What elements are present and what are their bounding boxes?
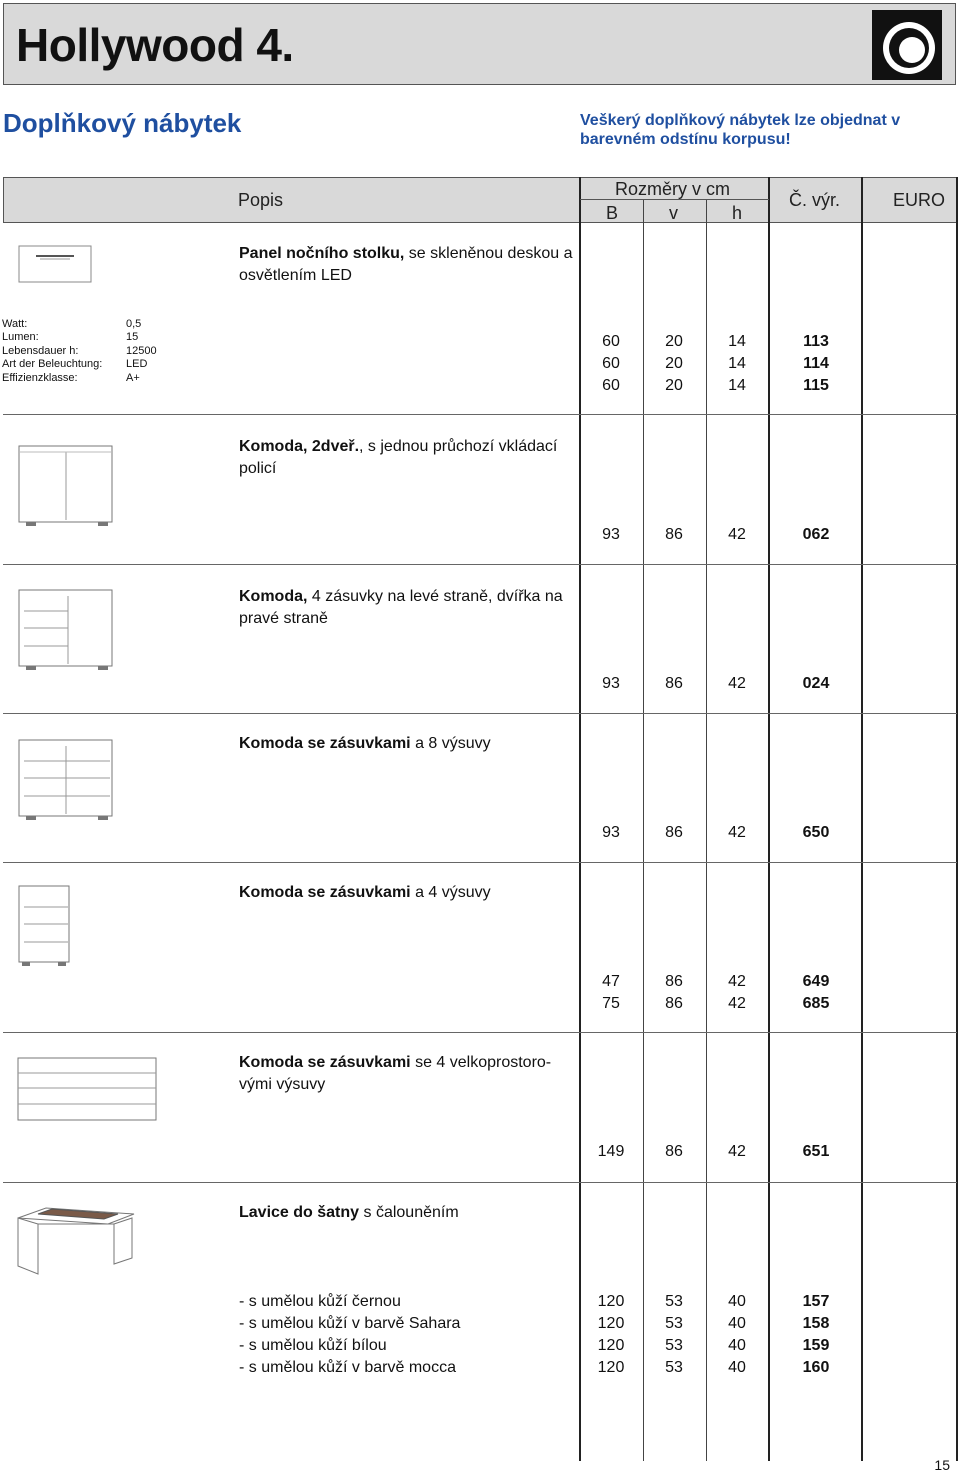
- item-description: Komoda, 4 zásuvky na levé straně, dvířka na pravé straně: [239, 588, 563, 627]
- variant-item: - s umělou kůží v barvě mocca: [239, 1359, 456, 1376]
- dim-h: 40: [728, 1359, 746, 1376]
- dim-v: 86: [665, 995, 683, 1012]
- row-divider: [3, 862, 957, 863]
- dim-v: 86: [665, 1143, 683, 1160]
- dim-v: 53: [665, 1293, 683, 1310]
- dim-b: 60: [602, 377, 620, 394]
- dim-v: 86: [665, 526, 683, 543]
- dim-b: 120: [597, 1337, 625, 1354]
- col-header-cislo: Č. výr.: [789, 190, 841, 210]
- col-divider: [956, 177, 958, 1461]
- dim-b: 60: [602, 355, 620, 372]
- dim-v: 53: [665, 1315, 683, 1332]
- article-number: 113: [803, 333, 829, 350]
- dim-b: 120: [597, 1315, 625, 1332]
- dim-v: 86: [665, 675, 683, 692]
- row-divider: [3, 564, 957, 565]
- item-description: Komoda se zásuvkami se 4 velkoprostoro-vými výsuvy: [239, 1054, 552, 1093]
- lowboard-4-drawers-thumbnail-icon: [16, 1054, 160, 1124]
- article-number: 649: [802, 973, 830, 990]
- article-number: 650: [802, 824, 830, 841]
- article-number: 685: [802, 995, 830, 1012]
- col-header-euro: EURO: [893, 190, 946, 210]
- dim-h: 42: [728, 526, 746, 543]
- header-divider: [580, 199, 769, 200]
- article-number: 024: [802, 675, 830, 692]
- panel-thumbnail-icon: [18, 244, 94, 284]
- dim-b: 75: [602, 995, 620, 1012]
- dim-b: 93: [602, 526, 620, 543]
- variant-item: - s umělou kůží v barvě Sahara: [239, 1315, 461, 1332]
- item-description: Panel nočního stolku, se skleněnou deskou a osvětlením LED: [239, 245, 573, 284]
- col-divider: [579, 177, 581, 1461]
- dim-v: 20: [665, 333, 683, 350]
- dim-v: 53: [665, 1337, 683, 1354]
- dim-b: 149: [597, 1143, 625, 1160]
- article-number: 115: [803, 377, 829, 394]
- section-title: Doplňkový nábytek: [3, 108, 242, 138]
- article-number: 158: [802, 1315, 830, 1332]
- page-title: Hollywood 4.: [16, 19, 294, 71]
- dim-h: 14: [728, 333, 746, 350]
- dim-v: 20: [665, 377, 683, 394]
- dim-h: 14: [728, 377, 746, 394]
- dim-h: 42: [728, 995, 746, 1012]
- col-divider: [768, 177, 770, 1461]
- item-description: Komoda se zásuvkami a 8 výsuvy: [239, 735, 491, 752]
- dim-h: 42: [728, 1143, 746, 1160]
- article-number: 062: [802, 526, 830, 543]
- dim-b: 93: [602, 675, 620, 692]
- article-number: 651: [802, 1143, 830, 1160]
- col-header-popis: Popis: [238, 190, 284, 210]
- variant-item: - s umělou kůží bílou: [239, 1337, 387, 1354]
- col-header-dims: Rozměry v cm: [615, 179, 731, 199]
- dim-b: 120: [597, 1359, 625, 1376]
- led-specs: Watt: 0,5 Lumen: 15 Lebensdauer h: 12500 Art der Beleuchtung: LED Effizienzklasse: A+: [2, 318, 157, 384]
- dim-b: 47: [602, 973, 620, 990]
- article-number: 159: [802, 1337, 830, 1354]
- col-divider: [861, 177, 863, 1461]
- dim-v: 53: [665, 1359, 683, 1376]
- row-divider: [3, 713, 957, 714]
- variant-item: - s umělou kůží černou: [239, 1293, 401, 1310]
- sideboard-8-drawers-thumbnail-icon: [16, 736, 116, 822]
- dim-v: 20: [665, 355, 683, 372]
- sideboard-2door-thumbnail-icon: [16, 442, 116, 528]
- dim-b: 120: [597, 1293, 625, 1310]
- chest-4-drawers-thumbnail-icon: [16, 882, 72, 968]
- dim-b: 60: [602, 333, 620, 350]
- bench-thumbnail-icon: [14, 1200, 138, 1280]
- dim-h: 42: [728, 824, 746, 841]
- page-number: 15: [934, 1457, 950, 1473]
- article-number: 160: [802, 1359, 830, 1376]
- row-divider: [3, 1032, 957, 1033]
- dim-v: 86: [665, 824, 683, 841]
- col-header-h: h: [732, 203, 743, 223]
- dim-h: 14: [728, 355, 746, 372]
- dim-v: 86: [665, 973, 683, 990]
- item-description: Komoda, 2dveř., s jednou průchozí vkládací policí: [239, 438, 558, 477]
- dim-h: 40: [728, 1315, 746, 1332]
- row-divider: [3, 414, 957, 415]
- col-header-b: B: [606, 203, 619, 223]
- dim-h: 42: [728, 973, 746, 990]
- dim-h: 42: [728, 675, 746, 692]
- item-description: Lavice do šatny s čalouněním: [239, 1204, 459, 1221]
- col-divider: [706, 200, 707, 1461]
- article-number: 114: [803, 355, 829, 372]
- row-divider: [3, 1182, 957, 1183]
- dim-b: 93: [602, 824, 620, 841]
- sideboard-drawers-door-thumbnail-icon: [16, 586, 116, 672]
- item-description: Komoda se zásuvkami a 4 výsuvy: [239, 884, 491, 901]
- article-number: 157: [802, 1293, 830, 1310]
- brand-logo-icon: [872, 10, 942, 80]
- order-note: Veškerý doplňkový nábytek lze objednat v barevném odstínu korpusu!: [580, 112, 901, 148]
- col-divider: [643, 200, 644, 1461]
- dim-h: 40: [728, 1293, 746, 1310]
- variant-list: [239, 1291, 574, 1379]
- col-header-v: v: [669, 203, 678, 223]
- dim-h: 40: [728, 1337, 746, 1354]
